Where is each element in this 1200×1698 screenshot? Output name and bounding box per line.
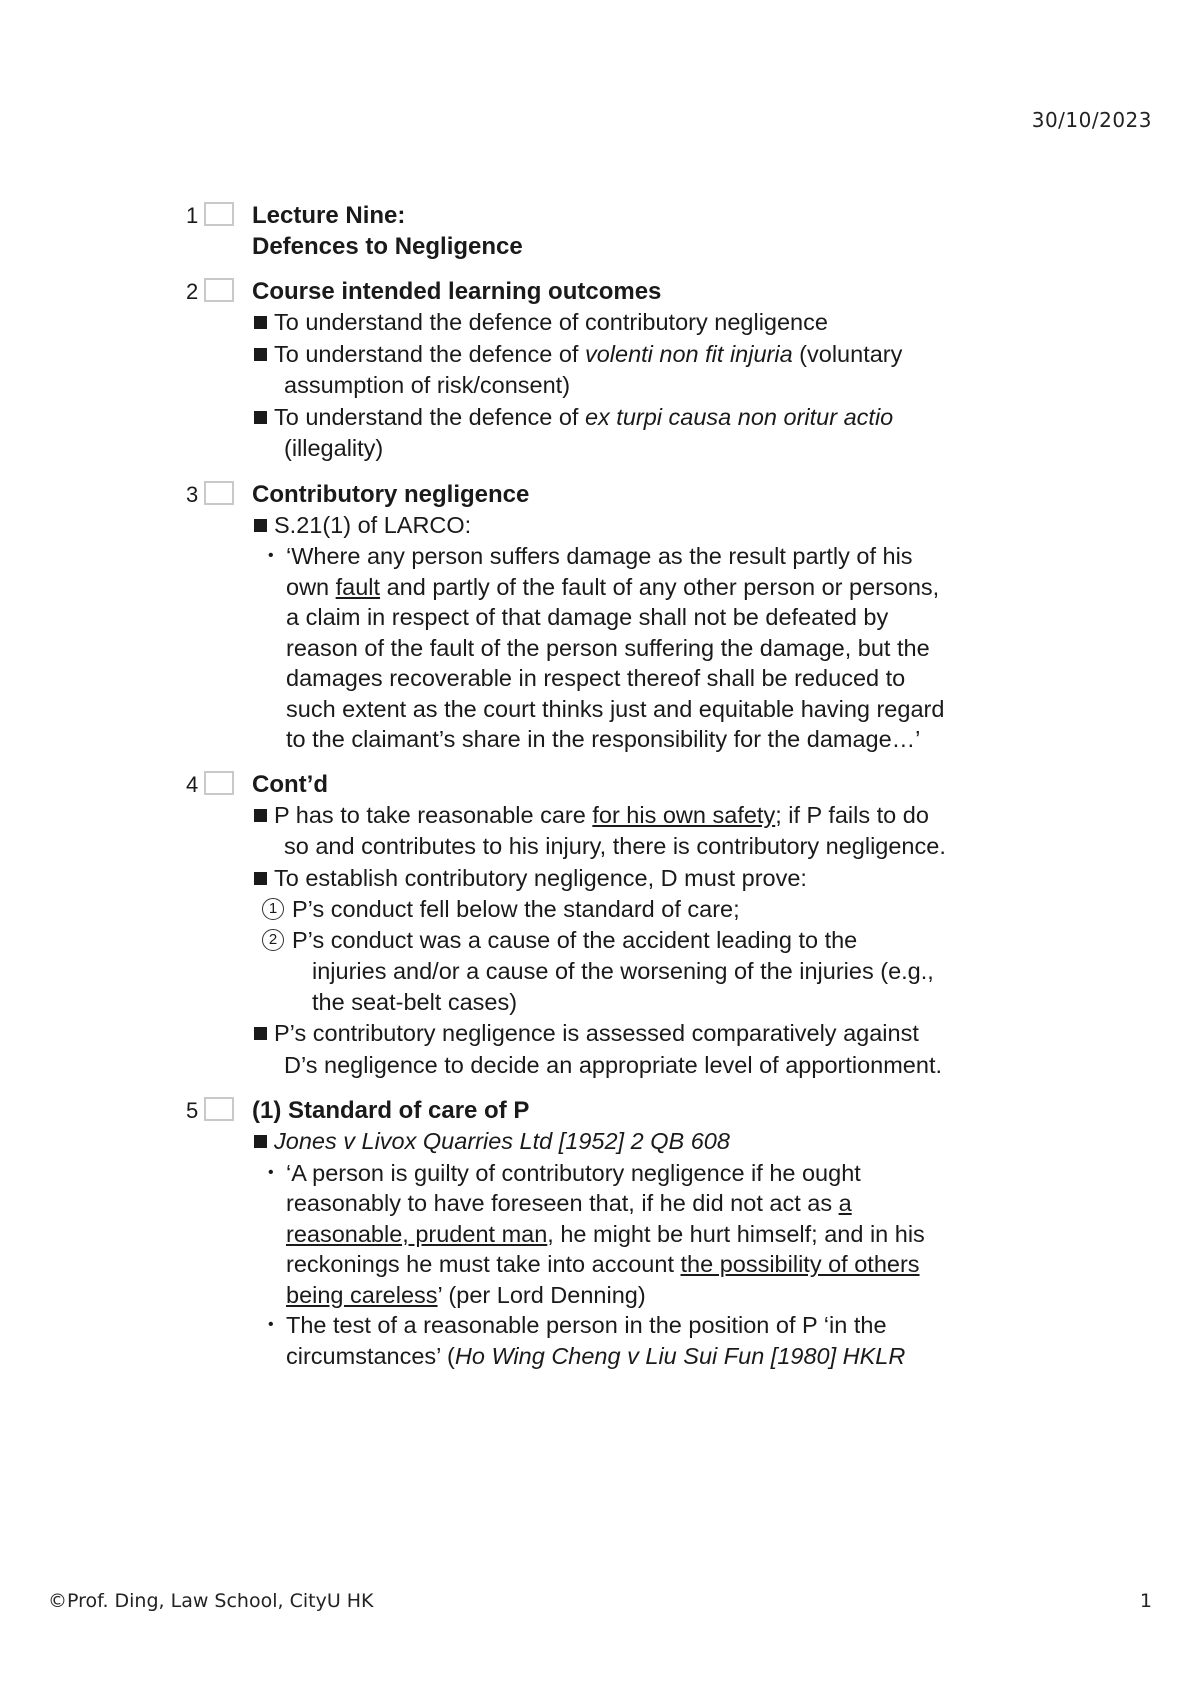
quote-line: reckonings he must take into account — [286, 1251, 681, 1277]
slide-3 — [186, 479, 1046, 755]
bullet-continuation: D’s negligence to decide an appropriate level of apportionment. — [284, 1051, 942, 1078]
square-bullet-icon — [254, 872, 267, 885]
underlined-term: a — [838, 1190, 852, 1216]
bullet-text: To understand the defence of — [274, 403, 585, 430]
page-date: 30/10/2023 — [1031, 108, 1152, 132]
quote-line: to the claimant’s share in the responsibility for the damage…’ — [286, 726, 921, 752]
quote-line: own — [286, 573, 336, 600]
numbered-item — [262, 925, 1046, 1018]
bullet-text: To establish contributory negligence, D must prove: — [274, 864, 807, 891]
latin-term: ex turpi causa non oritur actio — [584, 403, 894, 430]
square-bullet-icon — [254, 519, 267, 532]
bullet-item — [252, 402, 1046, 465]
circled-number-icon: 1 — [262, 898, 284, 920]
underlined-term: for his own safety — [592, 801, 776, 828]
quote-line: and partly of the fault of any other person or persons, — [380, 573, 940, 600]
slide-number: 3 — [186, 481, 199, 507]
quote-line: a claim in respect of that damage shall not be defeated by — [286, 604, 889, 630]
square-bullet-icon — [254, 809, 267, 822]
sub-bullet-text: circumstances’ ( — [286, 1342, 455, 1369]
circled-number-icon: 2 — [262, 929, 284, 951]
case-citation: Jones v Livox Quarries Ltd [1952] 2 QB 608 — [274, 1128, 730, 1154]
statute-quote — [262, 541, 1046, 755]
bullet-item — [252, 800, 1046, 863]
quote-line: ‘Where any person suffers damage as the result partly of his — [286, 543, 913, 569]
underlined-term: fault — [335, 573, 381, 600]
quote-line: damages recoverable in respect thereof shall be reduced to — [286, 665, 906, 691]
dot-bullet-icon: • — [268, 1316, 274, 1333]
quote-line: reasonably to have foreseen that, if he did not act as — [286, 1190, 839, 1216]
bullet-continuation: (illegality) — [284, 435, 384, 461]
numbered-text: P’s conduct fell below the standard of care; — [292, 896, 740, 922]
slide-notes-list — [186, 200, 1046, 1385]
slide-5 — [186, 1095, 1046, 1371]
slide-title: Contributory negligence — [252, 480, 530, 508]
square-bullet-icon — [254, 1135, 267, 1148]
dot-bullet-icon: • — [268, 547, 274, 564]
slide-title — [252, 200, 1046, 262]
numbered-item — [262, 894, 1046, 925]
slide-thumbnail — [204, 1097, 234, 1121]
slide-title: Cont’d — [252, 770, 328, 798]
slide-number: 2 — [186, 279, 199, 304]
quote-line: , he might be hurt himself; and in his — [547, 1220, 925, 1247]
slide-thumbnail — [204, 202, 234, 226]
slide-4 — [186, 769, 1046, 1082]
slide-number: 1 — [186, 203, 199, 228]
slide-title: Course intended learning outcomes — [252, 278, 662, 305]
bullet-text: P’s contributory negligence is assessed comparatively against — [274, 1020, 919, 1046]
square-bullet-icon — [254, 316, 267, 329]
sub-bullet-item — [262, 1310, 1046, 1371]
latin-term: volenti non fit injuria — [584, 340, 793, 367]
bullet-text: S.21(1) of LARCO: — [274, 511, 472, 538]
bullet-text: To understand the defence of contributory negligence — [274, 309, 828, 335]
square-bullet-icon — [254, 411, 267, 424]
slide-thumbnail — [204, 481, 234, 505]
bullet-item — [252, 510, 1046, 542]
bullet-continuation: assumption of risk/consent) — [284, 372, 571, 398]
underlined-term: the possibility of others — [680, 1251, 920, 1277]
dot-bullet-icon: • — [268, 1163, 274, 1181]
bullet-continuation: so and contributes to his injury, there is contributory negligence. — [284, 833, 946, 859]
quote-line: ’ (per Lord Denning) — [437, 1281, 646, 1308]
bullet-item — [252, 339, 1046, 402]
slide-title: (1) Standard of care of P — [252, 1097, 530, 1124]
title-line: Lecture Nine: — [252, 202, 406, 229]
sub-bullet-item — [262, 1158, 1046, 1311]
slide-1 — [186, 200, 1046, 262]
bullet-text: P has to take reasonable care — [274, 801, 593, 828]
slide-thumbnail — [204, 278, 234, 302]
slide-number: 4 — [186, 771, 199, 797]
numbered-continuation: the seat-belt cases) — [312, 989, 518, 1015]
title-line: Defences to Negligence — [252, 233, 523, 260]
sub-bullet-text: The test of a reasonable person in the position of P ‘in the — [286, 1312, 887, 1338]
square-bullet-icon — [254, 1027, 267, 1040]
case-citation: Ho Wing Cheng v Liu Sui Fun [1980] HKLR — [454, 1342, 906, 1369]
page-number: 1 — [1139, 1590, 1152, 1612]
bullet-text: (voluntary — [792, 340, 903, 367]
square-bullet-icon — [254, 348, 267, 361]
underlined-term: reasonable, prudent man — [286, 1220, 548, 1247]
underlined-term: being careless — [286, 1281, 438, 1308]
bullet-item — [252, 1126, 1046, 1158]
bullet-item — [252, 863, 1046, 895]
numbered-text: P’s conduct was a cause of the accident leading to the — [292, 927, 858, 953]
quote-line: reason of the fault of the person suffering the damage, but the — [286, 634, 930, 661]
slide-thumbnail — [204, 771, 234, 795]
bullet-text: To understand the defence of — [274, 340, 585, 367]
footer-copyright: ©Prof. Ding, Law School, CityU HK — [48, 1590, 374, 1612]
numbered-continuation: injuries and/or a cause of the worsening of the injuries (e.g., — [312, 958, 934, 984]
bullet-item — [252, 1018, 1046, 1081]
quote-line: such extent as the court thinks just and equitable having regard — [286, 695, 945, 722]
quote-line: ‘A person is guilty of contributory negligence if he ought — [286, 1159, 861, 1186]
slide-2 — [186, 276, 1046, 465]
bullet-text: ; if P fails to do — [775, 801, 929, 828]
bullet-item — [252, 307, 1046, 339]
slide-number: 5 — [186, 1098, 199, 1123]
